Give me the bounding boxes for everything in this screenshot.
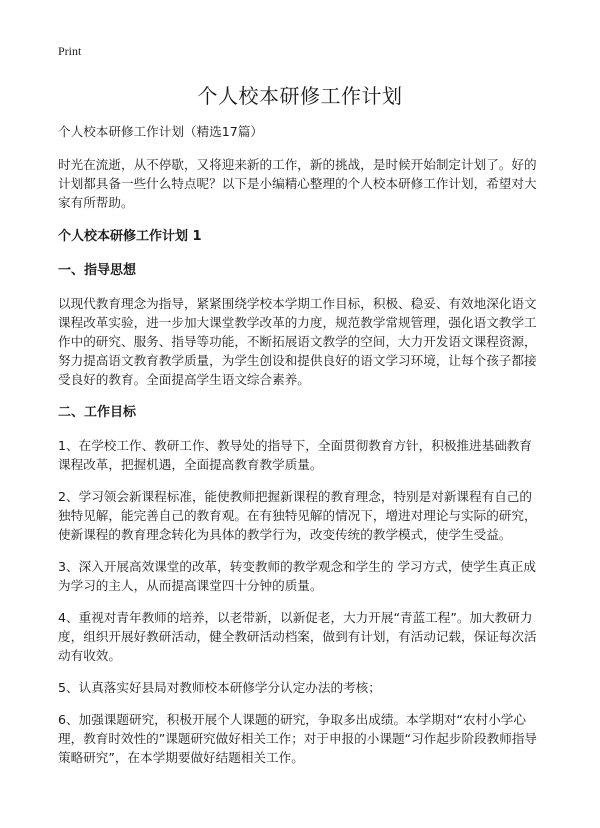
plan-heading: 个人校本研修工作计划 1	[58, 229, 202, 244]
work-goal-item: 6、加强课题研究，积极开展个人课题的研究，争取多出成绩。本学期对“农村小学心理，教育时效性的”课题研究做好相关工作；对于申报的小课题“习作起步阶段教师指导策略研究”，在本学期要做好结题相关工作。	[58, 712, 538, 765]
section-heading-guiding-ideology: 一、指导思想	[58, 263, 137, 278]
work-goal-item: 5、认真落实好县局对教师校本研修学分认定办法的考核；	[58, 680, 381, 695]
guiding-ideology-paragraph: 以现代教育理念为指导，紧紧围绕学校本学期工作目标，积极、稳妥、有效地深化语文课程改革实验，进一步加大课堂教学改革的力度，规范教学常规管理，强化语文教学工作中的研究、服务、指导等功能，不断拓展语文教学的空间，大力开发语文课程资源，努力提高语文教育教学质量，为学生创设和提供良好的语文学习环境，让每个孩子都接受良好的教育。全面提高学生语文综合素养。	[58, 296, 537, 387]
work-goal-item: 3、深入开展高效课堂的改革，转变教师的教学观念和学生的 学习方式，使学生真正成为学习的主人，从而提高课堂四十分钟的质量。	[58, 559, 536, 593]
section-heading-work-goals: 二、工作目标	[58, 405, 137, 420]
document-subtitle: 个人校本研修工作计划（精选17篇）	[58, 124, 263, 139]
work-goal-item: 2、学习领会新课程标准，能使教师把握新课程的教育理念，特别是对新课程有自己的独特见解，能完善自己的教育观。在有独特见解的情况下，增进对理论与实际的研究，使新课程的教育理念转化为具体的教学行为，改变传统的教学模式，使学生受益。	[58, 489, 537, 542]
page-title: 个人校本研修工作计划	[197, 84, 403, 108]
print-link[interactable]: Print	[58, 44, 82, 58]
document-body	[58, 122, 542, 780]
work-goal-item: 1、在学校工作、教研工作、教导处的指导下，全面贯彻教育方针，积极推进基础教育课程改革，把握机遇，全面提高教育教学质量。	[58, 438, 532, 472]
intro-paragraph: 时光在流逝，从不停歇，又将迎来新的工作，新的挑战，是时候开始制定计划了。好的计划都具备一些什么特点呢？以下是小编精心整理的个人校本研修工作计划，希望对大家有所帮助。	[58, 157, 537, 210]
work-goal-item: 4、重视对青年教师的培养，以老带新，以新促老，大力开展“青蓝工程”。加大教研力度，组织开展好教研活动，健全教研活动档案，做到有计划，有活动记载，保证每次活动有收效。	[58, 610, 537, 663]
